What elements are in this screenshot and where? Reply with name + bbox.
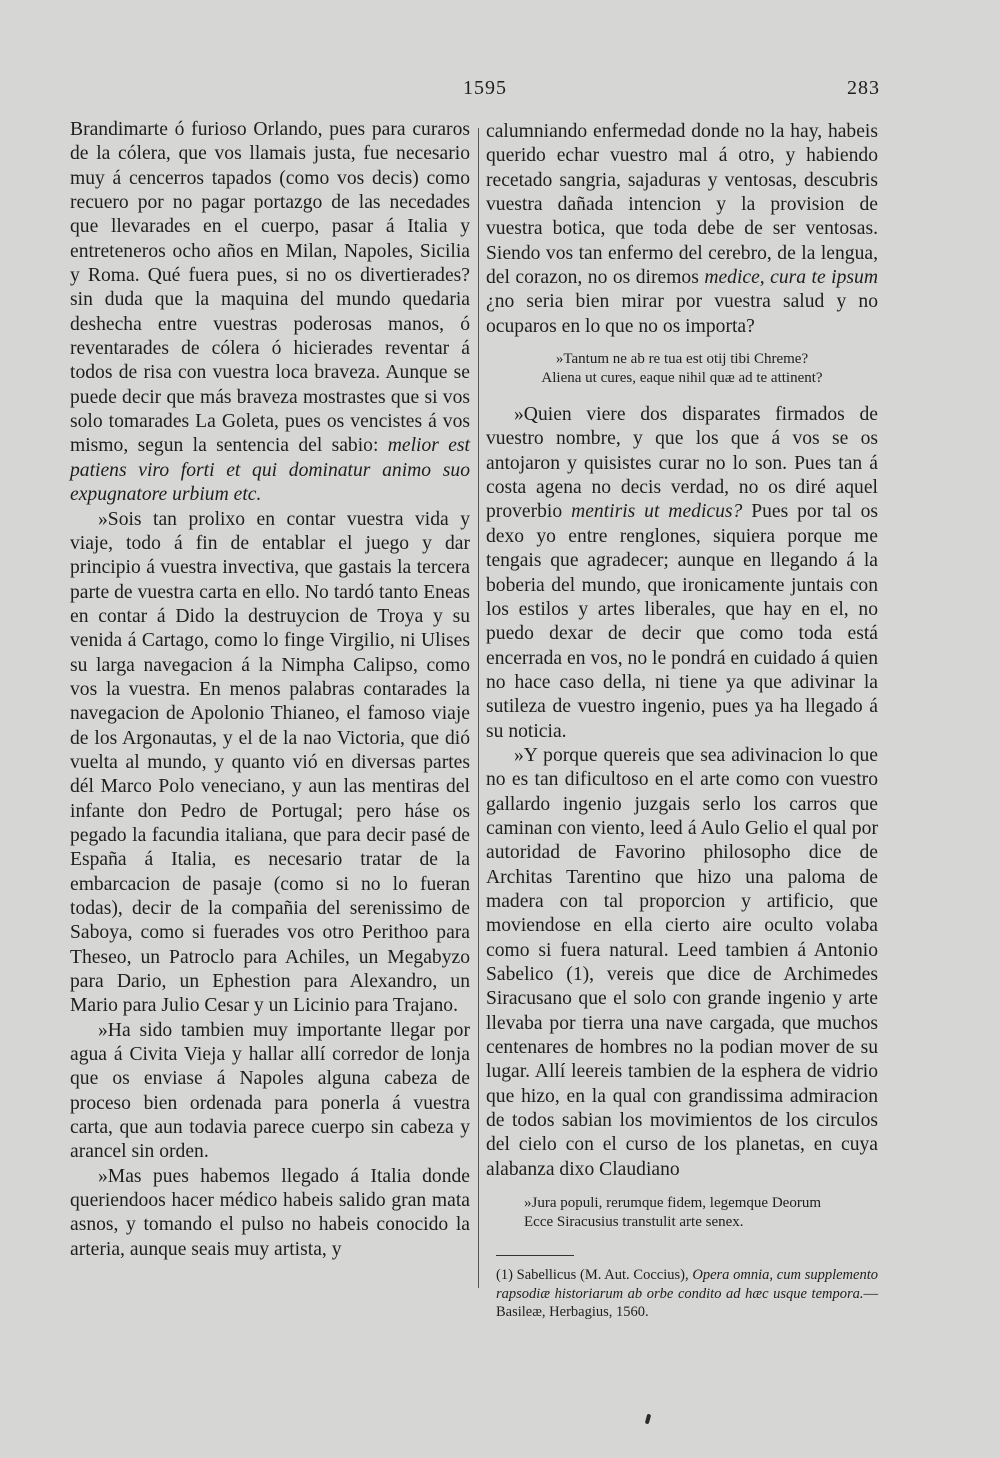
verse-quotation [486,1194,878,1231]
paragraph [486,403,878,744]
footnote-text: — Basileæ, Herbagius, 1560. [496,1285,878,1321]
latin-quotation: melior est patiens viro forti et qui dominatur animo suo expugnatore urbium etc. [70,435,470,506]
verse-quotation [486,350,878,387]
paragraph: »Y porque quereis que sea adivinacion lo que no es tan dificultoso en el arte como con vuestro gallardo ingenio juzgais serlo los carros que caminan con viento, leed á Aulo Gelio el qual por autoridad de Favorino philosopho dice de Architas Tarentino que hizo una paloma de madera con tal proporcion y artificio, que moviendose en ella cierto aire oculto volaba como si fuera natural. Leed tambien á Antonio Sabelico (1), vereis que dice de Archimedes Siracusano que el solo con grande ingenio y arte llevaba por tierra una nave cargada, que muchos centenares de hombres no la podian mover de su lugar. Allí leereis tambien de la esphera de vidrio que hizo, en la qual con grandissima admiracion de todos sabian los movimientos de los circulos del cielo con el curso de los planetas, en cuya alabanza dixo Claudiano [486,744,878,1180]
footnote-text: (1) Sabellicus (M. Aut. Coccius), [496,1267,693,1284]
left-column [70,118,470,1262]
right-column [486,120,878,1322]
paragraph-text: Pues por tal os dexo yo entre renglones, siquiera porque me tengais que agradecer; aunque en llegando á la boberia del mundo, que ironicamente juntais con los estilos y artes liberales, que hay en el, no puedo dexar de decir que como toda está encerrada en vos, no le pondrá en cuidado á quien no hace caso della, ni tiene ya que adivinar la sutileza de vuestro ingenio, pues ya ha llegado á su noticia. [486,501,879,742]
paragraph [486,120,878,339]
footnote-title: Opera omnia, cum supplemento rapsodiæ historiarum ab orbe condito ad hæc usque tempora. [496,1267,878,1302]
footnote-rule [496,1255,574,1256]
paragraph-text: »Quien viere dos disparates firmados de vuestro nombre, y que los que á vos se os antojaron y quisistes curar no lo son. Pues tan á costa agena no decis verdad, no os diré aquel proverbio [486,404,878,523]
footnote [486,1266,878,1322]
paragraph: »Mas pues habemos llegado á Italia donde queriendoos hacer médico habeis salido gran mata asnos, y tomando el pulso no habeis conocido la arteria, aunque seais muy artista, y [70,1165,470,1260]
verse-line: »Jura populi, rerumque fidem, legemque Deorum [524,1195,821,1212]
paragraph: »Sois tan prolixo en contar vuestra vida y viaje, todo á fin de entablar el juego y dar principio á vuestra invectiva, que gastais la tercera parte de vuestra carta en ello. No tardó tanto Eneas en contar á Dido la destruycion de Troya y su venida á Cartago, como lo finge Virgilio, ni Ulises su larga navegacion á la Nimpha Calipso, como vos la vuestra. En menos palabras contarades la navegacion de Apolonio Thianeo, el famoso viaje de los Argonautas, y el de la nao Victoria, que dió vuelta al mundo, y quanto vió en diversas partes dél Marco Polo veneciano, y aun las mentiras del infante don Pedro de Portugal; pero háse os pegado la facundia italiana, que para decir pasé de España á Italia, es necesario tratar de la embarcacion de pasaje (como si no lo fueran todas), decir de la compañia del serenissimo de Saboya, como si fuerades vos otro Perithoo para Theseo, un Patroclo para Achiles, un Megabyzo para Dario, un Ephestion para Alexandro, un Mario para Julio Cesar y un Licinio para Trajano. [70,508,470,1017]
latin-phrase: mentiris ut medicus? [571,501,743,523]
column-divider [478,128,479,1288]
page-number: 283 [847,77,880,99]
verse-line: Aliena ut cures, eaque nihil quæ ad te attinent? [541,369,823,386]
ink-speck [645,1414,651,1425]
paragraph-text: ¿no seria bien mirar por vuestra salud y no ocuparos en lo que no os importa? [486,291,878,337]
running-header-year: 1595 [463,77,507,99]
latin-phrase: medice, cura te ipsum [704,267,878,289]
paragraph-text: Brandimarte ó furioso Orlando, pues para curaros de la cólera, que vos llamais justa, fue necesario muy á cencerros tapados (como vos decis) como recuero por no pagar portazgo de las necedades que llevarades en el cuerpo, pasar á Italia y entreteneros ocho años en Milan, Napoles, Sicilia y Roma. Qué fuera pues, si no os divertierades? sin duda que la maquina del mundo quedaria deshecha entre vuestras poderosas manos, ó reventarades de cólera ó hicierades reventar á todos de risa con vuestra loca braveza. Aunque se puede decir que más braveza mostrastes que si vos solo tomarades La Goleta, pues os vencistes á vos mismo, segun la sentencia del sabio: [70,119,470,457]
paragraph: »Ha sido tambien muy importante llegar por agua á Civita Vieja y hallar allí corredor de lonja que os enviase á Napoles alguna cabeza de proceso bien ordenada para ponerla á vuestra carta, que aun todavia parece cuerpo sin cabeza y arancel sin orden. [70,1019,470,1163]
verse-line: Ecce Siracusius transtulit arte senex. [524,1213,744,1230]
verse-line: »Tantum ne ab re tua est otij tibi Chreme? [555,351,809,368]
paragraph-text: calumniando enfermedad donde no la hay, habeis querido echar vuestro mal á otro, y habiendo recetado sangria, sajaduras y ventosas, descubris vuestra dañada intencion y la provision de vuestra botica, que toda debe de ser ventosas. Siendo vos tan enfermo del cerebro, de la lengua, del corazon, no os diremos [486,121,878,289]
paragraph [70,118,470,508]
